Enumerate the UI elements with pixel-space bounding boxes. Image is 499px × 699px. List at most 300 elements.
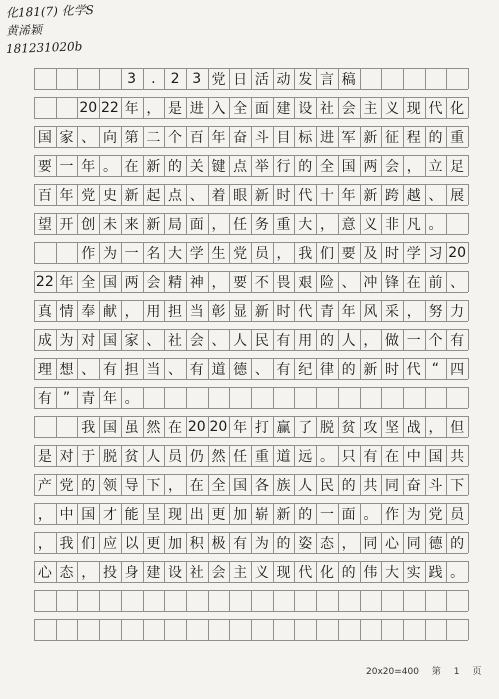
essay-char: ，: [406, 303, 421, 320]
essay-char: 打: [254, 419, 269, 436]
grid-cell-divider: [229, 590, 230, 611]
grid-cell-divider: [186, 619, 187, 640]
essay-char: 践: [428, 564, 443, 581]
grid-cell-divider: [468, 358, 469, 379]
essay-char: 全: [81, 274, 96, 291]
grid-cell-divider: [468, 590, 469, 611]
essay-char: 着: [211, 187, 226, 204]
essay-char: 设: [168, 564, 183, 581]
grid-cell-divider: [425, 590, 426, 611]
essay-char: 不: [254, 274, 269, 291]
essay-char: 新: [363, 361, 378, 378]
essay-char: 民: [319, 477, 334, 494]
essay-char: ，: [319, 216, 334, 233]
essay-char: 出: [189, 506, 204, 523]
essay-char: 望: [37, 216, 52, 233]
essay-char: 用: [146, 303, 161, 320]
essay-char: 。: [102, 158, 117, 175]
essay-char: 做: [385, 332, 400, 349]
grid-row-bottom-line: [34, 205, 468, 206]
essay-char: 中: [406, 448, 421, 465]
grid-cell-divider: [186, 387, 187, 408]
essay-char: 化: [450, 100, 465, 117]
essay-char: 个: [428, 332, 443, 349]
essay-char: ，: [211, 216, 226, 233]
essay-char: 生: [211, 245, 226, 262]
grid-row-bottom-line: [34, 553, 468, 554]
essay-char: 足: [450, 158, 465, 175]
grid-row-bottom-line: [34, 611, 468, 612]
essay-char: 时: [385, 361, 400, 378]
essay-char: 有: [102, 361, 117, 378]
essay-char: 进: [319, 129, 334, 146]
grid-cell-divider: [99, 590, 100, 611]
essay-char: 重: [276, 216, 291, 233]
essay-char: 在: [406, 274, 421, 291]
essay-char: 社: [189, 564, 204, 581]
essay-char: 在: [124, 158, 139, 175]
essay-char: 新: [146, 158, 161, 175]
essay-char: 导: [124, 477, 139, 494]
essay-char: 时: [276, 303, 291, 320]
grid-cell-divider: [77, 619, 78, 640]
essay-char: 国: [102, 274, 117, 291]
essay-char: 贫: [341, 419, 356, 436]
grid-cell-divider: [381, 590, 382, 611]
essay-char: 战: [406, 419, 421, 436]
essay-char: 的: [81, 477, 96, 494]
grid-cell-divider: [468, 184, 469, 205]
grid-cell-divider: [316, 619, 317, 640]
grid-cell-divider: [468, 445, 469, 466]
grid-cell-divider: [34, 97, 35, 118]
essay-char: 我: [298, 245, 313, 262]
page-footer: [366, 664, 491, 677]
essay-char: 、: [81, 361, 96, 378]
grid-row-bottom-line: [34, 408, 468, 409]
grid-cell-divider: [425, 387, 426, 408]
title-char: 日: [233, 71, 248, 88]
essay-char: 大: [298, 216, 313, 233]
essay-char: 、: [254, 361, 269, 378]
essay-char: 民: [254, 332, 269, 349]
essay-char: 大: [385, 564, 400, 581]
grid-cell-divider: [381, 619, 382, 640]
grid-cell-divider: [468, 242, 469, 263]
essay-char: ，: [37, 535, 52, 552]
grid-cell-divider: [446, 68, 447, 89]
grid-cell-divider: [273, 619, 274, 640]
essay-char: 们: [319, 245, 334, 262]
essay-char: 为: [406, 506, 421, 523]
essay-char: 国: [428, 448, 443, 465]
essay-char: 德: [233, 361, 248, 378]
grid-cell-divider: [99, 68, 100, 89]
essay-char: 同: [363, 535, 378, 552]
essay-char: 加: [233, 506, 248, 523]
essay-char: ，: [341, 535, 356, 552]
essay-char: 家: [59, 129, 74, 146]
essay-char: 新: [124, 187, 139, 204]
essay-char: 全: [211, 477, 226, 494]
essay-char: 态: [319, 535, 334, 552]
essay-char: 的: [341, 361, 356, 378]
essay-char: 员: [254, 245, 269, 262]
essay-char: 22: [101, 99, 119, 116]
essay-char: ，: [428, 419, 443, 436]
grid-row-bottom-line: [34, 263, 468, 264]
essay-char: 百: [189, 129, 204, 146]
essay-char: 更: [146, 535, 161, 552]
essay-char: 代: [406, 361, 421, 378]
essay-char: 要: [233, 274, 248, 291]
essay-char: 努: [428, 303, 443, 320]
essay-char: 入: [211, 100, 226, 117]
essay-char: 点: [233, 158, 248, 175]
essay-char: 党: [81, 187, 96, 204]
essay-char: 理: [37, 361, 52, 378]
grid-cell-divider: [56, 242, 57, 263]
grid-row-bottom-line: [34, 495, 468, 496]
essay-char: 但: [450, 419, 465, 436]
essay-char: 新: [146, 216, 161, 233]
title-char: 党: [211, 71, 226, 88]
grid-cell-divider: [425, 619, 426, 640]
essay-char: 国: [102, 419, 117, 436]
essay-char: 党: [428, 506, 443, 523]
grid-cell-divider: [34, 416, 35, 437]
grid-cell-divider: [121, 619, 122, 640]
essay-char: 身: [124, 564, 139, 581]
essay-char: 极: [211, 535, 226, 552]
essay-char: 20: [79, 99, 98, 116]
essay-char: 名: [146, 245, 161, 262]
grid-cell-divider: [164, 590, 165, 611]
grid-row-bottom-line: [34, 118, 468, 119]
grid-row-bottom-line: [34, 524, 468, 525]
essay-char: 时: [385, 245, 400, 262]
grid-cell-divider: [229, 387, 230, 408]
grid-cell-divider: [468, 387, 469, 408]
essay-char: 奋: [406, 477, 421, 494]
essay-char: 畏: [276, 274, 291, 291]
essay-char: 凡: [406, 216, 421, 233]
essay-char: 起: [146, 187, 161, 204]
grid-cell-divider: [143, 619, 144, 640]
essay-char: 代: [298, 564, 313, 581]
grid-cell-divider: [468, 503, 469, 524]
essay-char: 道: [276, 448, 291, 465]
title-char: 2: [170, 70, 180, 87]
essay-char: ，: [146, 100, 161, 117]
essay-char: 积: [189, 535, 204, 552]
grid-cell-divider: [56, 68, 57, 89]
grid-row-bottom-line: [34, 379, 468, 380]
grid-cell-divider: [446, 213, 447, 234]
essay-char: 。: [450, 564, 465, 581]
essay-char: ”: [62, 389, 71, 406]
grid-cell-divider: [468, 97, 469, 118]
essay-char: 能: [124, 506, 139, 523]
essay-char: 重: [254, 448, 269, 465]
essay-char: 向: [102, 129, 117, 146]
essay-char: 有: [233, 535, 248, 552]
essay-char: 以: [124, 535, 139, 552]
essay-char: 对: [59, 448, 74, 465]
essay-char: 当: [189, 303, 204, 320]
essay-char: 举: [254, 158, 269, 175]
essay-char: 真: [37, 303, 52, 320]
essay-char: 会: [385, 158, 400, 175]
essay-char: 共: [363, 477, 378, 494]
essay-char: 十: [319, 187, 334, 204]
essay-char: 产: [37, 477, 52, 494]
essay-char: 一: [124, 245, 139, 262]
essay-char: 展: [450, 187, 465, 204]
essay-char: 要: [341, 245, 356, 262]
essay-char: 义: [385, 100, 400, 117]
essay-char: 。: [319, 448, 334, 465]
essay-char: 年: [59, 187, 74, 204]
essay-char: 新: [363, 129, 378, 146]
grid-cell-divider: [273, 387, 274, 408]
grid-cell-divider: [360, 619, 361, 640]
essay-char: 重: [450, 129, 465, 146]
essay-char: 担: [168, 303, 183, 320]
grid-cell-divider: [77, 590, 78, 611]
essay-char: 共: [450, 448, 465, 465]
essay-char: 22: [35, 273, 54, 290]
essay-char: 力: [450, 303, 465, 320]
essay-char: 年: [124, 100, 139, 117]
grid-cell-divider: [251, 590, 252, 611]
essay-char: 应: [102, 535, 117, 552]
essay-char: 锋: [385, 274, 400, 291]
grid-cell-divider: [338, 387, 339, 408]
essay-char: 贫: [124, 448, 139, 465]
essay-char: 百: [37, 187, 52, 204]
essay-char: 在: [189, 477, 204, 494]
essay-char: 家: [124, 332, 139, 349]
grid-cell-divider: [403, 68, 404, 89]
essay-char: 只: [341, 448, 356, 465]
essay-char: 德: [428, 535, 443, 552]
essay-char: 投: [102, 564, 117, 581]
essay-char: 义: [254, 564, 269, 581]
essay-char: 来: [124, 216, 139, 233]
grid-cell-divider: [316, 387, 317, 408]
essay-char: 年: [81, 158, 96, 175]
grid-cell-divider: [208, 619, 209, 640]
grid-cell-divider: [273, 590, 274, 611]
essay-char: 当: [146, 361, 161, 378]
student-id-line: 181231020b: [5, 39, 83, 56]
essay-char: 仍: [189, 448, 204, 465]
essay-char: 、: [146, 332, 161, 349]
grid-cell-divider: [446, 590, 447, 611]
essay-char: 主: [233, 564, 248, 581]
essay-char: 、: [450, 274, 465, 291]
grid-cell-divider: [468, 561, 469, 582]
grid-cell-divider: [338, 619, 339, 640]
essay-char: 领: [102, 477, 117, 494]
essay-char: 彰: [211, 303, 226, 320]
essay-char: ，: [211, 274, 226, 291]
essay-char: 时: [276, 187, 291, 204]
grid-cell-divider: [468, 68, 469, 89]
essay-char: 加: [168, 535, 183, 552]
essay-char: 社: [168, 332, 183, 349]
essay-char: 程: [406, 129, 421, 146]
essay-char: 全: [233, 100, 248, 117]
grid-cell-divider: [229, 619, 230, 640]
essay-char: 任: [233, 216, 248, 233]
essay-char: 精: [168, 274, 183, 291]
essay-char: 。: [124, 390, 139, 407]
grid-cell-divider: [468, 474, 469, 495]
essay-char: 采: [385, 303, 400, 320]
grid-cell-divider: [360, 387, 361, 408]
essay-char: 艰: [298, 274, 313, 291]
essay-char: 20: [209, 418, 228, 435]
essay-char: 态: [59, 564, 74, 581]
essay-char: 大: [168, 245, 183, 262]
essay-char: 有: [450, 332, 465, 349]
essay-char: 的: [341, 477, 356, 494]
essay-char: 的: [298, 506, 313, 523]
essay-char: 化: [319, 564, 334, 581]
grid-cell-divider: [56, 97, 57, 118]
essay-char: 党: [59, 477, 74, 494]
essay-char: 崭: [254, 506, 269, 523]
grid-cell-divider: [294, 387, 295, 408]
essay-char: ，: [81, 564, 96, 581]
essay-char: 青: [319, 303, 334, 320]
grid-cell-divider: [468, 619, 469, 640]
essay-char: 是: [37, 448, 52, 465]
essay-char: 心: [385, 535, 400, 552]
essay-char: ，: [124, 303, 139, 320]
grid-row-bottom-line: [34, 350, 468, 351]
grid-cell-divider: [338, 590, 339, 611]
grid-cell-divider: [316, 590, 317, 611]
essay-char: 人: [233, 332, 248, 349]
essay-char: 、: [189, 187, 204, 204]
essay-char: 点: [168, 187, 183, 204]
essay-char: 四: [450, 361, 465, 378]
grid-row-bottom-line: [34, 437, 468, 438]
essay-char: 眼: [233, 187, 248, 204]
essay-char: 伟: [363, 564, 378, 581]
title-char: .: [151, 70, 156, 87]
essay-char: 学: [189, 245, 204, 262]
grid-cell-divider: [468, 155, 469, 176]
essay-char: 有: [37, 390, 52, 407]
essay-char: 20: [448, 244, 467, 261]
essay-char: 新: [254, 187, 269, 204]
essay-char: 年: [233, 419, 248, 436]
grid-cell-divider: [143, 590, 144, 611]
page-suffix: 页: [472, 667, 482, 677]
essay-char: 二: [146, 129, 161, 146]
essay-char: 同: [385, 477, 400, 494]
page-label: 第: [431, 667, 441, 677]
essay-char: 党: [233, 245, 248, 262]
essay-char: 虽: [124, 419, 139, 436]
essay-char: 现: [168, 506, 183, 523]
grid-cell-divider: [121, 590, 122, 611]
essay-char: 人: [341, 332, 356, 349]
grid-cell-divider: [381, 68, 382, 89]
grid-cell-divider: [34, 619, 35, 640]
grid-row-bottom-line: [34, 582, 468, 583]
essay-char: 想: [59, 361, 74, 378]
grid-cell-divider: [468, 271, 469, 292]
grid-cell-divider: [403, 590, 404, 611]
essay-char: ，: [363, 332, 378, 349]
grid-cell-divider: [468, 126, 469, 147]
essay-char: 设: [298, 100, 313, 117]
essay-char: 脱: [102, 448, 117, 465]
grid-cell-divider: [360, 590, 361, 611]
essay-char: 代: [298, 187, 313, 204]
grid-cell-divider: [164, 619, 165, 640]
essay-char: 全: [319, 158, 334, 175]
essay-char: 目: [276, 129, 291, 146]
title-char: 3: [192, 70, 202, 87]
essay-char: 有: [276, 332, 291, 349]
essay-char: 的: [168, 158, 183, 175]
essay-char: 意: [341, 216, 356, 233]
grid-cell-divider: [468, 300, 469, 321]
essay-char: 的: [450, 535, 465, 552]
essay-char: 创: [81, 216, 96, 233]
grid-row-bottom-line: [34, 234, 468, 235]
essay-char: 奋: [233, 129, 248, 146]
essay-char: 下: [450, 477, 465, 494]
essay-char: “: [431, 360, 440, 377]
grid-cell-divider: [143, 387, 144, 408]
essay-char: 、: [211, 332, 226, 349]
grid-cell-divider: [56, 619, 57, 640]
grid-cell-divider: [208, 590, 209, 611]
grid-cell-divider: [251, 619, 252, 640]
essay-char: 国: [37, 129, 52, 146]
essay-char: 的: [341, 564, 356, 581]
grid-cell-divider: [34, 242, 35, 263]
essay-char: 员: [168, 448, 183, 465]
essay-char: 赢: [276, 419, 291, 436]
essay-char: 青: [81, 390, 96, 407]
essay-char: 脱: [319, 419, 334, 436]
essay-char: 员: [450, 506, 465, 523]
grid-row-bottom-line: [34, 321, 468, 322]
essay-char: 然: [146, 419, 161, 436]
grid-cell-divider: [446, 619, 447, 640]
essay-char: 用: [298, 332, 313, 349]
essay-char: 新: [276, 506, 291, 523]
grid-cell-divider: [56, 416, 57, 437]
essay-char: 风: [363, 303, 378, 320]
essay-char: 及: [363, 245, 378, 262]
grid-cell-divider: [381, 387, 382, 408]
essay-char: 斗: [254, 129, 269, 146]
essay-char: 面: [254, 100, 269, 117]
essay-char: 非: [385, 216, 400, 233]
essay-char: 进: [189, 100, 204, 117]
essay-char: 社: [319, 100, 334, 117]
essay-char: 担: [124, 361, 139, 378]
